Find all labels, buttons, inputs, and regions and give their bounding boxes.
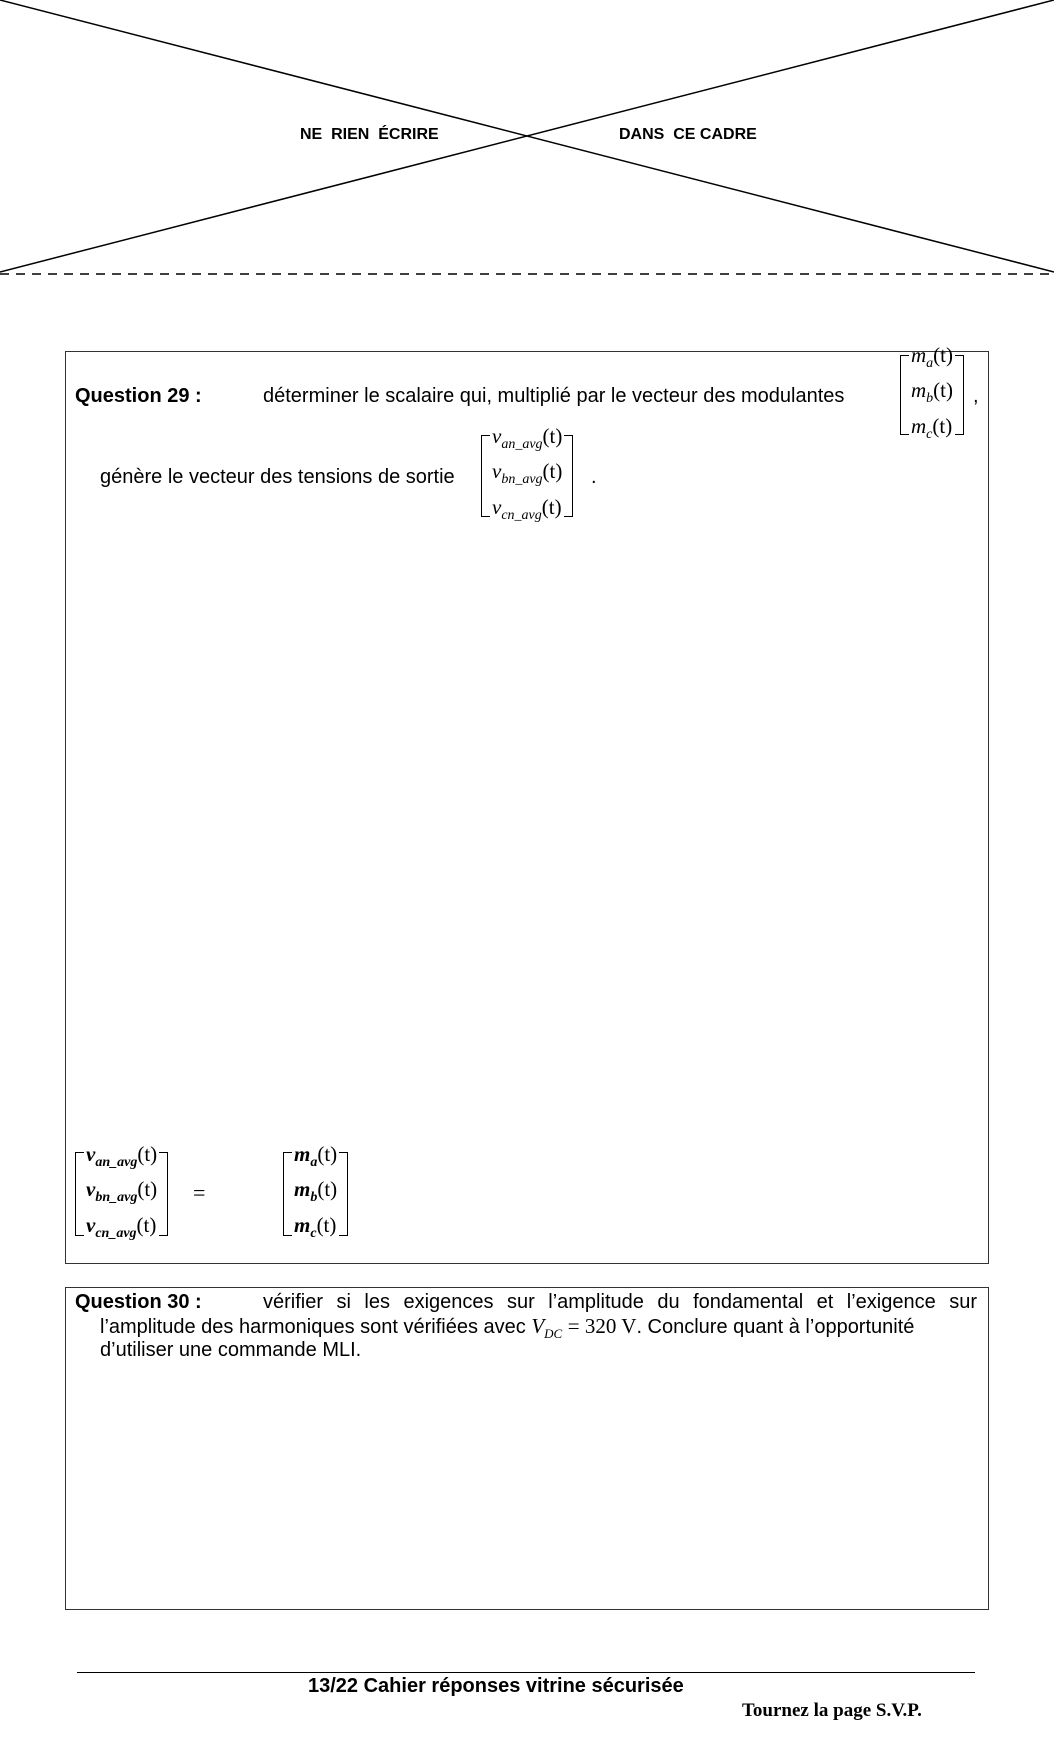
- eq-output-a: $v_{an\_avg}(t)$: [86, 1142, 158, 1171]
- modulant-a: $m_a(t)$: [911, 343, 953, 372]
- output-b: $v_{bn\_avg}(t)$: [492, 459, 563, 488]
- output-a: $v_{an\_avg}(t)$: [492, 424, 563, 453]
- q30-line1: vérifier si les exigences sur l’amplitude du fondamental et l’exigence sur: [263, 1291, 977, 1313]
- modulant-b: $m_b(t)$: [911, 378, 953, 407]
- q30-line2: l’amplitude des harmoniques sont vérifiées avec $V_{DC} = 320$ V. Conclure quant à l’opportunité: [100, 1314, 915, 1341]
- no-write-label-right: DANS CE CADRE: [619, 126, 757, 143]
- q30-line3: d’utiliser une commande MLI.: [100, 1339, 362, 1361]
- q29-text-line1: déterminer le scalaire qui, multiplié par le vecteur des modulantes: [263, 385, 845, 407]
- eq-output-b: $v_{bn\_avg}(t)$: [86, 1177, 158, 1206]
- footer-rule: [77, 1672, 975, 1673]
- q29-period: .: [591, 466, 597, 488]
- output-voltage-vector: [481, 424, 573, 523]
- q29-label: Question 29 :: [75, 385, 202, 407]
- q30-label: Question 30 :: [75, 1291, 202, 1313]
- eq-modulant-b: $m_b(t)$: [294, 1177, 338, 1206]
- output-c: $v_{cn\_avg}(t)$: [492, 494, 562, 523]
- modulant-c: $m_c(t)$: [911, 413, 953, 442]
- q29-comma: ,: [973, 385, 979, 407]
- q29-text-line2: génère le vecteur des tensions de sortie: [100, 466, 455, 488]
- equation-lhs-vector: [75, 1142, 168, 1241]
- equals-sign: =: [193, 1180, 206, 1205]
- no-write-label-left: NE RIEN ÉCRIRE: [300, 126, 439, 143]
- eq-modulant-c: $m_c(t)$: [294, 1212, 337, 1241]
- eq-output-c: $v_{cn\_avg}(t)$: [86, 1212, 157, 1241]
- page-footer: 13/22 Cahier réponses vitrine sécurisée: [308, 1675, 684, 1697]
- no-write-zone: [0, 0, 1054, 290]
- eq-modulant-a: $m_a(t)$: [294, 1142, 338, 1171]
- modulants-vector: [900, 343, 964, 442]
- equation-rhs-vector: [283, 1142, 348, 1241]
- turn-page-note: Tournez la page S.V.P.: [742, 1700, 922, 1721]
